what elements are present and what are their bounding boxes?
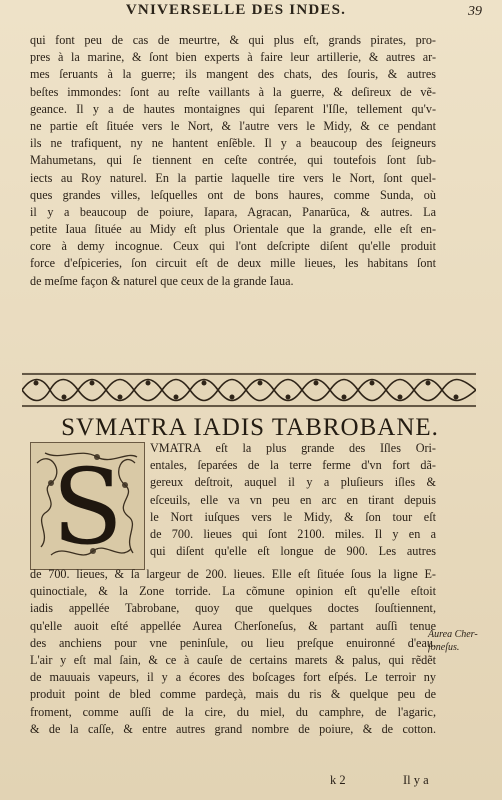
- decorative-border-ornament: [22, 372, 476, 408]
- text-line: de 700. lieues qui ſont 2100. miles. Il y en a: [150, 526, 436, 541]
- marginal-note: [428, 628, 498, 654]
- text-line: L'air y eſt mal ſain, & ce à cauſe de certains marets & palus, qui rẽdẽt: [30, 652, 436, 667]
- text-line: ne partie eſt ſituée vers le Nort, & l'autre vers le Midy, & ce pendant: [30, 118, 436, 133]
- page-number: 39: [468, 4, 482, 19]
- text-line: ques grandes villes, leſquelles ont de bons haures, comme Sunda, où: [30, 187, 436, 202]
- section-heading: SVMATRA IADIS TABROBANE.: [61, 414, 439, 441]
- text-line: petite Iaua ſituée au Midy eſt plus Orientale que la grande, elle eſt en-: [30, 222, 436, 237]
- text-line: il y a beaucoup de poiure, Iapara, Agracan, Panarūca, & autres. La: [30, 204, 436, 219]
- text-line: & de la caſſe, & entre autres grand nombre de poiure, & de cotton.: [30, 721, 436, 736]
- marginal-note-line: ſoneſus.: [428, 642, 460, 653]
- text-line: core à demy incognue. Ceux qui l'ont deſcripte diſent qu'elle produit: [30, 239, 436, 254]
- text-line: qui diſent qu'elle eſt longue de 900. Les autres: [150, 544, 436, 559]
- running-head: VNIVERSELLE DES INDES.: [125, 2, 347, 18]
- top-paragraph: [30, 32, 436, 290]
- marginal-note-line: Aurea Cher-: [428, 629, 478, 640]
- text-line: geance. Il y a de hautes montaignes qui ſeparent l'Iſle, tellement qu'v-: [30, 101, 436, 116]
- text-line: gereux deſtroit, auquel il y a pluſieurs iſles &: [150, 475, 436, 490]
- text-line: pres à la marine, & ſont bien experts à faire leur artillerie, & autres ar-: [30, 50, 436, 65]
- text-line: ils ne trafiquent, ny ne hantent enſẽble. Il y a beaucoup des ſeigneurs: [30, 136, 436, 151]
- text-line: produit point de bled comme pardeçà, mais du ris & quelque peu de: [30, 687, 436, 702]
- text-line: quinoctiale, & la Zone torride. La cõmune opinion eſt qu'elle eſtoit: [30, 584, 436, 599]
- text-line: beſtes immondes: ſont au reſte vaillants à la guerre, & deſireux de vẽ-: [30, 84, 436, 99]
- text-line: eſceuils, elle va vn peu en arc en tirant depuis: [150, 492, 436, 507]
- decorated-initial: [30, 442, 145, 570]
- text-line: de mauuais vapeurs, il y a écores des boſcages fort eſpés. Le terroir ny: [30, 670, 436, 685]
- signature-mark: k 2: [330, 773, 346, 787]
- text-line: iadis appellée Tabrobane, quoy que quelques doctes ſouſtiennent,: [30, 601, 436, 616]
- text-line: entales, ſeparées de la terre ferme d'vn fort dã-: [150, 458, 436, 473]
- text-line: VMATRA eſt la plus grande des Iſles Ori-: [150, 441, 436, 455]
- dropcap-letter: S: [51, 446, 124, 568]
- text-line: froment, comme auſſi de la cire, du miel, du camphre, de l'agaric,: [30, 704, 436, 719]
- body-indented-lines: [150, 440, 436, 560]
- text-line: iects au Roy naturel. En la partie laquelle tire vers le Nort, ſont quel-: [30, 170, 436, 185]
- catchword: Il y a: [403, 773, 429, 787]
- text-line: mes ſeruants à la guerre; ils mangent des chats, des ſouris, & autres: [30, 67, 436, 82]
- text-line: qu'elle auoit eſté appellée Aurea Cherſoneſus, & partant auſſi tenue: [30, 618, 436, 633]
- text-line: qui font peu de cas de meurtre, & qui plus eſt, grands pirates, pro-: [30, 33, 436, 47]
- text-line: des anchiens pour vne peninſule, ou lieu preſque enuironné d'eau.: [30, 635, 436, 650]
- text-line: Mahumetans, qui ſe tiennent en ceſte contrée, qui toutefois ſont ſub-: [30, 153, 436, 168]
- text-line: force d'eſpiceries, ſon circuit eſt de deux mille lieues, les habitans ſont: [30, 256, 436, 271]
- text-line: le Nort iuſques vers le Midy, & ſon tour eſt: [150, 509, 436, 524]
- text-line: de meſme façon & naturel que ceux de la grande Iaua.: [30, 273, 294, 288]
- body-full-lines: [30, 566, 436, 738]
- text-line: de 700. lieues, & ſa largeur de 200. lieues. Elle eſt ſituée ſous la ligne E-: [30, 567, 436, 581]
